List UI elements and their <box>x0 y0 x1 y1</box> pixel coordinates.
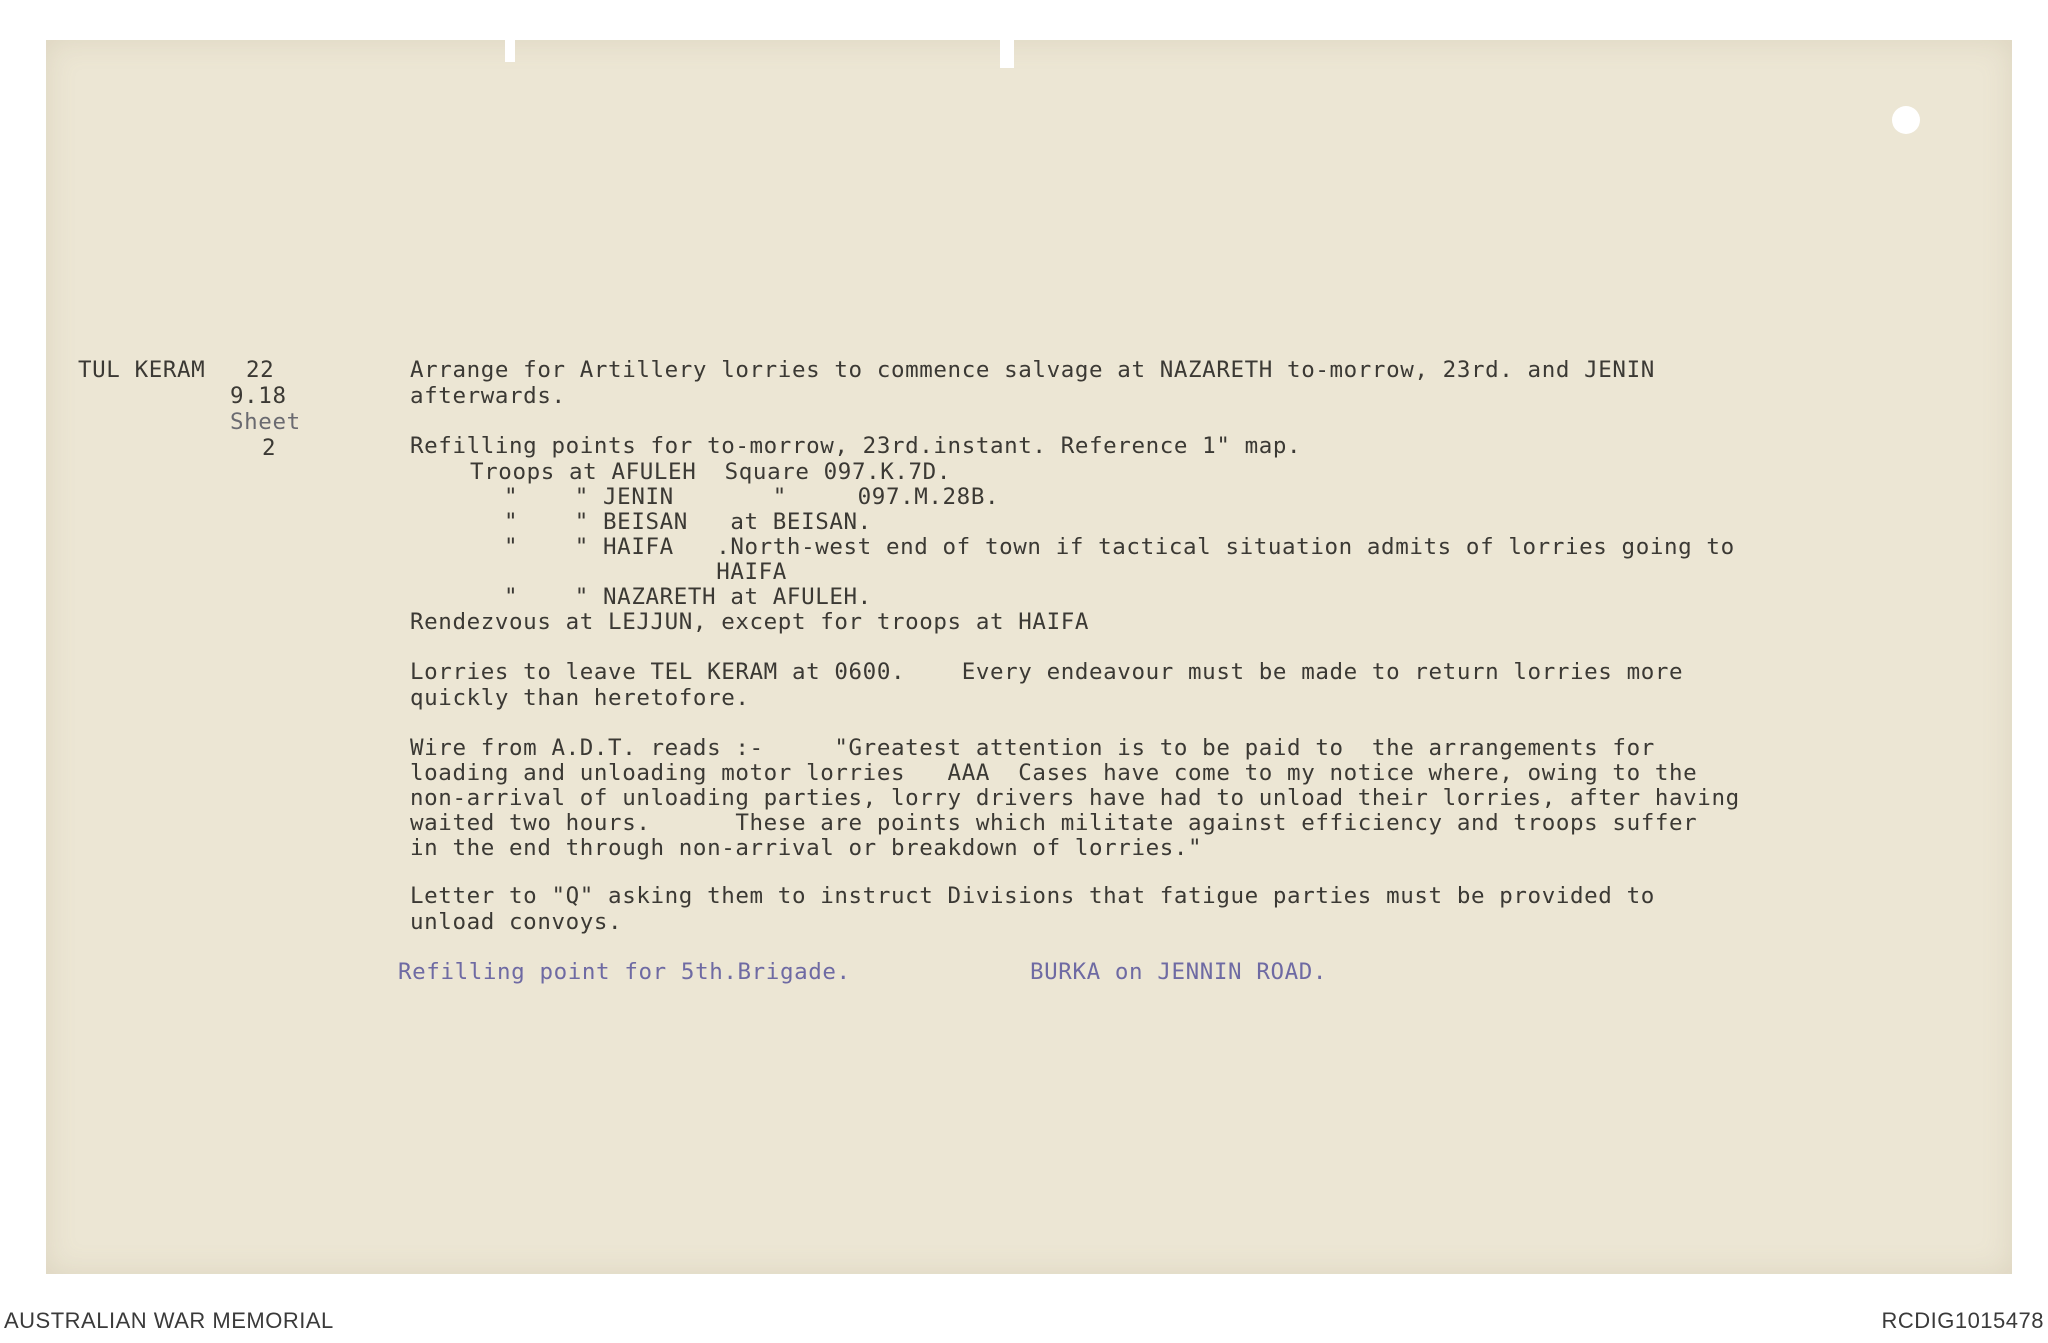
paragraph-line: Letter to "Q" asking them to instruct Divisions that fatigue parties must be provided to <box>410 883 1655 909</box>
margin-sheet-label: Sheet <box>230 409 301 435</box>
paragraph-line: in the end through non-arrival or breakdown of lorries." <box>410 835 1203 861</box>
paragraph-line: Arrange for Artillery lorries to commence salvage at NAZARETH to-morrow, 23rd. and JENIN <box>410 357 1655 383</box>
refilling-intro: Refilling points for to-morrow, 23rd.instant. Reference 1" map. <box>410 433 1302 459</box>
margin-place: TUL KERAM <box>78 357 206 383</box>
paragraph-line: waited two hours. These are points which militate against efficiency and troops suffer <box>410 810 1698 836</box>
troops-line: " " JENIN " 097.M.28B. <box>504 484 1000 510</box>
footer-record-id: RCDIG1015478 <box>1881 1308 2044 1333</box>
margin-date-day: 22 <box>246 357 275 383</box>
refilling-note-location: BURKA on JENNIN ROAD. <box>1030 959 1328 985</box>
torn-edge <box>1000 40 1014 68</box>
troops-line: Troops at AFULEH Square 097.K.7D. <box>470 459 951 485</box>
troops-line: " " HAIFA .North-west end of town if tactical situation admits of lorries going to <box>504 534 1735 560</box>
paragraph-line: loading and unloading motor lorries AAA Cases have come to my notice where, owing to the <box>410 760 1698 786</box>
refilling-note-label: Refilling point for 5th.Brigade. <box>398 959 851 985</box>
punch-hole <box>1892 106 1920 134</box>
troops-line: " " NAZARETH at AFULEH. <box>504 584 872 610</box>
paragraph-line: non-arrival of unloading parties, lorry drivers have had to unload their lorries, after having <box>410 785 1740 811</box>
rendezvous-line: Rendezvous at LEJJUN, except for troops at HAIFA <box>410 609 1090 635</box>
margin-sheet-number: 2 <box>262 435 277 461</box>
paragraph-line: quickly than heretofore. <box>410 685 750 711</box>
footer-institution: AUSTRALIAN WAR MEMORIAL <box>4 1308 334 1333</box>
paragraph-line: afterwards. <box>410 383 566 409</box>
margin-date-month: 9.18 <box>230 383 287 409</box>
torn-edge <box>505 40 515 62</box>
document-page <box>46 40 2012 1274</box>
paragraph-line: unload convoys. <box>410 909 623 935</box>
troops-line: HAIFA <box>504 559 787 585</box>
troops-line: " " BEISAN at BEISAN. <box>504 509 872 535</box>
paragraph-line: Wire from A.D.T. reads :- "Greatest attention is to be paid to the arrangements for <box>410 735 1655 761</box>
paragraph-line: Lorries to leave TEL KERAM at 0600. Every endeavour must be made to return lorries more <box>410 659 1684 685</box>
